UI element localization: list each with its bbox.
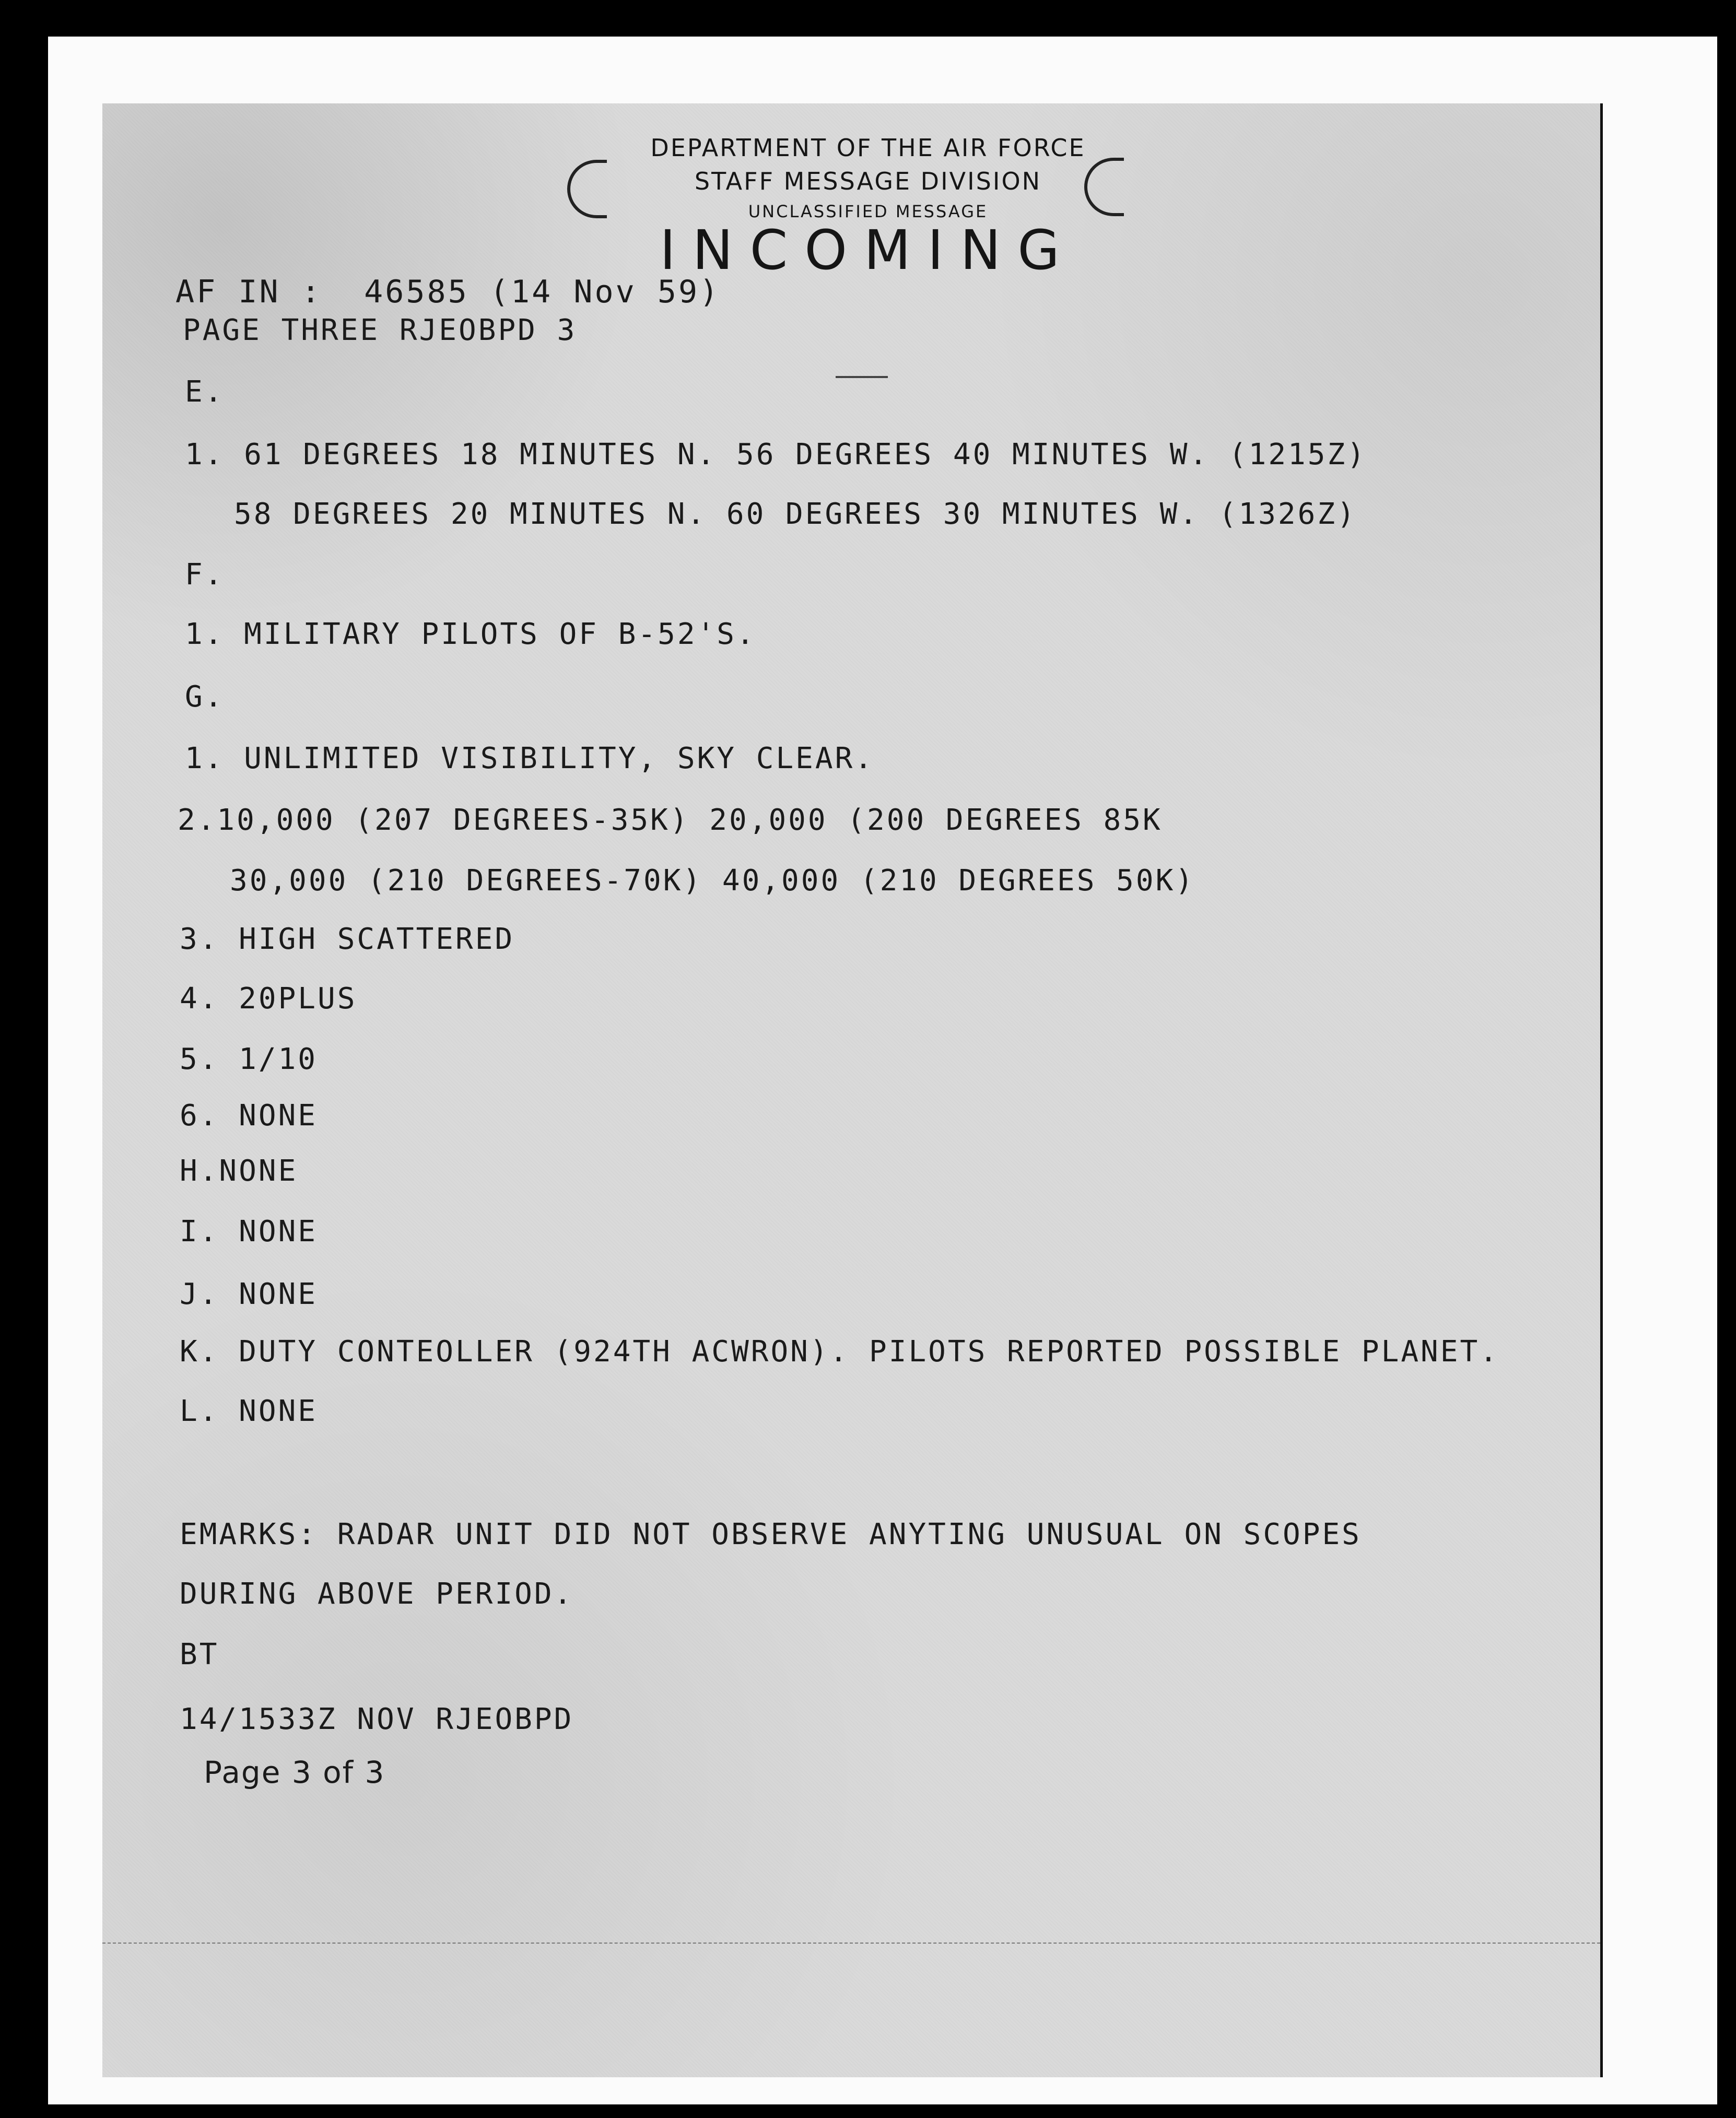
item-e1: 1. 61 DEGREES 18 MINUTES N. 56 DEGREES 40 MINUTES W. (1215Z) [185,438,1367,472]
item-h: H.NONE [180,1154,298,1188]
page-count: Page 3 of 3 [204,1755,385,1790]
separator-dash [836,376,888,378]
item-e: E. [185,375,225,409]
item-f1: 1. MILITARY PILOTS OF B-52'S. [185,617,756,651]
break-marker: BT [180,1638,219,1672]
page-line: PAGE THREE RJEOBPD 3 [183,313,577,347]
item-l: L. NONE [180,1394,318,1428]
item-g1: 1. UNLIMITED VISIBILITY, SKY CLEAR. [185,742,875,775]
item-g6: 6. NONE [180,1099,318,1133]
item-g5: 5. 1/10 [180,1042,318,1076]
item-i: I. NONE [180,1215,318,1249]
sheet-fold-line [102,1943,1600,1945]
item-g3: 3. HIGH SCATTERED [180,922,515,956]
item-g4: 4. 20PLUS [180,982,357,1016]
item-g2: 2.10,000 (207 DEGREES-35K) 20,000 (200 DEGREES 85K [178,803,1163,837]
item-j: J. NONE [180,1277,318,1311]
item-f: F. [185,558,225,592]
remarks-line-1: EMARKS: RADAR UNIT DID NOT OBSERVE ANYTING UNUSUAL ON SCOPES [180,1517,1362,1551]
item-g2-continued: 30,000 (210 DEGREES-70K) 40,000 (210 DEGREES 50K) [230,864,1195,898]
header-classification: UNCLASSIFIED MESSAGE [748,202,988,221]
header-incoming: INCOMING [660,218,1076,282]
item-g: G. [185,680,225,714]
remarks-line-2: DURING ABOVE PERIOD. [180,1577,574,1611]
header-division: STAFF MESSAGE DIVISION [694,167,1042,195]
header-department: DEPARTMENT OF THE AIR FORCE [650,134,1086,162]
date-time-group: 14/1533Z NOV RJEOBPD [180,1702,574,1736]
item-e2: 58 DEGREES 20 MINUTES N. 60 DEGREES 30 MINUTES W. (1326Z) [234,497,1357,531]
item-k: K. DUTY CONTEOLLER (924TH ACWRON). PILOTS REPORTED POSSIBLE PLANET. [180,1335,1499,1369]
af-in-number: AF IN : 46585 (14 Nov 59) [175,274,721,310]
